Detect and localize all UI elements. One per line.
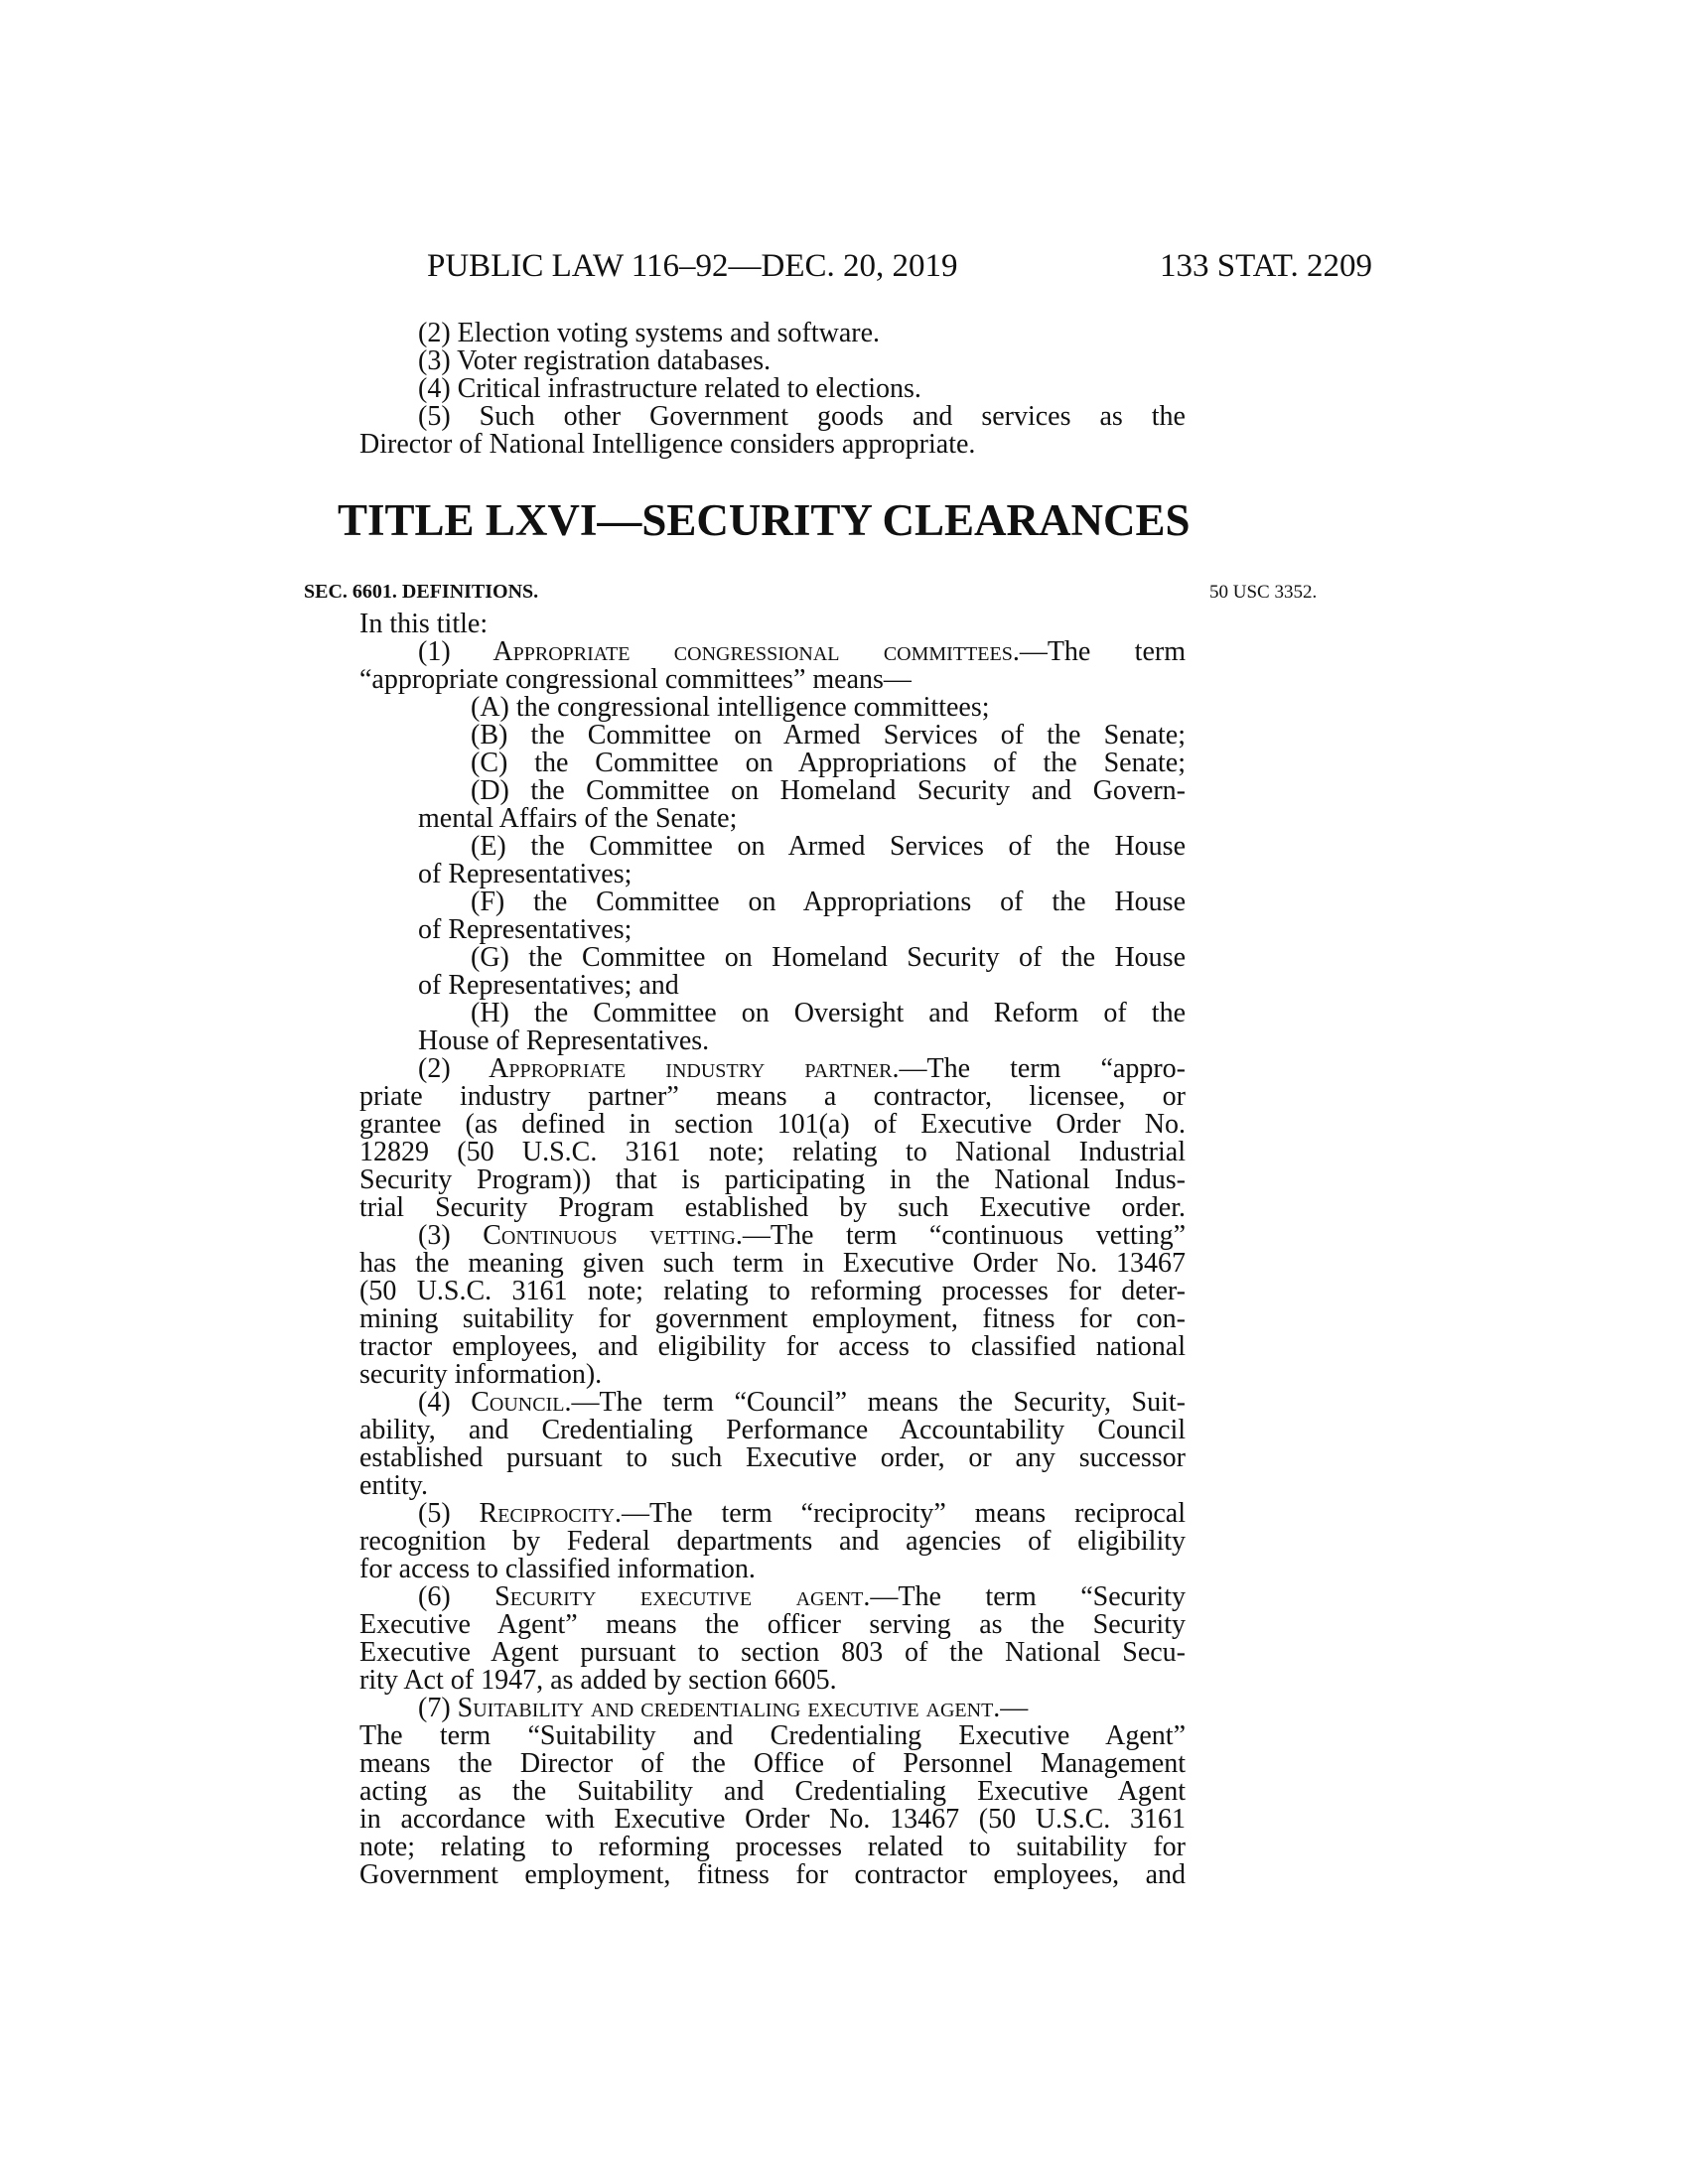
- running-header-page-number: 133 STAT. 2209: [1160, 248, 1373, 284]
- definition-line: security information).: [359, 1359, 603, 1390]
- list-item: (B) the Committee on Armed Services of the Senate;: [471, 720, 1186, 751]
- list-item: (E) the Committee on Armed Services of the House: [471, 831, 1186, 862]
- list-item: (A) the congressional intelligence committees;: [471, 692, 990, 723]
- definition-term: (2) Appropriate industry partner.: [418, 1053, 900, 1084]
- definition-term: (6) Security executive agent.: [418, 1581, 871, 1612]
- definition-line: has the meaning given such term in Executive Order No. 13467: [359, 1248, 1186, 1279]
- definition-line: entity.: [359, 1470, 428, 1501]
- running-header-left: PUBLIC LAW 116–92—DEC. 20, 2019: [427, 248, 958, 284]
- definition-line: rity Act of 1947, as added by section 6605.: [359, 1665, 837, 1696]
- definition-term: (3) Continuous vetting.: [418, 1220, 743, 1251]
- definition-line: (2) Appropriate industry partner.—The term “appro-: [418, 1053, 1186, 1084]
- definition-line: note; relating to reforming processes related to suitability for: [359, 1832, 1186, 1862]
- carryover-list: [359, 320, 1186, 459]
- definition-term: (4) Council.: [418, 1387, 572, 1418]
- definition-line: in accordance with Executive Order No. 13467 (50 U.S.C. 3161: [359, 1804, 1186, 1835]
- list-item: (5) Such other Government goods and services as the: [418, 401, 1186, 432]
- list-item-continuation: of Representatives;: [418, 914, 633, 945]
- definition-line: Executive Agent” means the officer serving as the Security: [359, 1609, 1186, 1640]
- definition-line: (1) Appropriate congressional committees.—The term: [418, 636, 1186, 667]
- definition-line: (3) Continuous vetting.—The term “continuous vetting”: [418, 1220, 1186, 1251]
- definition-line: (6) Security executive agent.—The term “Security: [418, 1581, 1186, 1612]
- definition-line: Security Program)) that is participating in the National Indus-: [359, 1164, 1186, 1195]
- definition-line: (5) Reciprocity.—The term “reciprocity” means reciprocal: [418, 1498, 1187, 1529]
- definition-line: (50 U.S.C. 3161 note; relating to reforming processes for deter-: [359, 1276, 1186, 1306]
- definition-line: recognition by Federal departments and agencies of eligibility: [359, 1526, 1186, 1557]
- list-item: (G) the Committee on Homeland Security of the House: [471, 942, 1186, 973]
- definition-term: (5) Reciprocity.: [418, 1498, 623, 1529]
- list-item: (3) Voter registration databases.: [418, 345, 772, 376]
- definition-line: acting as the Suitability and Credentialing Executive Agent: [359, 1776, 1186, 1807]
- definition-term: (1) Appropriate congressional committees.: [418, 636, 1020, 667]
- definition-line: “appropriate congressional committees” means—: [359, 664, 912, 695]
- title-heading: TITLE LXVI—SECURITY CLEARANCES: [338, 495, 1191, 545]
- section-heading: SEC. 6601. DEFINITIONS.: [304, 581, 539, 603]
- list-item: (4) Critical infrastructure related to elections.: [418, 373, 921, 404]
- definition-line: (7) Suitability and credentialing executive agent.—: [418, 1693, 1029, 1723]
- intro-line: In this title:: [359, 609, 489, 639]
- list-item: (D) the Committee on Homeland Security and Govern-: [471, 775, 1186, 806]
- list-item: (F) the Committee on Appropriations of the House: [471, 887, 1186, 917]
- definition-line: tractor employees, and eligibility for access to classified national: [359, 1331, 1186, 1362]
- definition-line: Executive Agent pursuant to section 803 of the National Secu-: [359, 1637, 1186, 1668]
- margin-citation: 50 USC 3352.: [1209, 582, 1318, 603]
- list-item-continuation: mental Affairs of the Senate;: [418, 803, 738, 834]
- definition-line: 12829 (50 U.S.C. 3161 note; relating to National Industrial: [359, 1137, 1186, 1167]
- definition-term: (7) Suitability and credentialing executive agent.: [418, 1693, 1001, 1723]
- list-item-continuation: of Representatives; and: [418, 970, 679, 1001]
- list-item: (H) the Committee on Oversight and Reform of the: [471, 998, 1186, 1028]
- definition-line: means the Director of the Office of Personnel Management: [359, 1748, 1186, 1779]
- list-item: (C) the Committee on Appropriations of the Senate;: [471, 748, 1186, 778]
- definition-line: Government employment, fitness for contractor employees, and: [359, 1859, 1186, 1890]
- definitions-body: [359, 611, 1186, 1889]
- definition-line: (4) Council.—The term “Council” means the Security, Suit-: [418, 1387, 1187, 1418]
- definition-line: trial Security Program established by such Executive order.: [359, 1192, 1186, 1223]
- definition-line: mining suitability for government employment, fitness for con-: [359, 1303, 1186, 1334]
- list-item-continuation: of Representatives;: [418, 859, 633, 889]
- definition-line: for access to classified information.: [359, 1554, 756, 1584]
- definition-line: grantee (as defined in section 101(a) of Executive Order No.: [359, 1109, 1186, 1140]
- list-item: (2) Election voting systems and software.: [418, 318, 881, 348]
- definition-line: ability, and Credentialing Performance Accountability Council: [359, 1415, 1186, 1445]
- list-item-continuation: House of Representatives.: [418, 1025, 710, 1056]
- definition-line: established pursuant to such Executive order, or any successor: [359, 1442, 1186, 1473]
- list-item-continuation: Director of National Intelligence considers appropriate.: [359, 429, 976, 460]
- definition-line: The term “Suitability and Credentialing Executive Agent”: [359, 1720, 1186, 1751]
- definition-line: priate industry partner” means a contractor, licensee, or: [359, 1081, 1186, 1112]
